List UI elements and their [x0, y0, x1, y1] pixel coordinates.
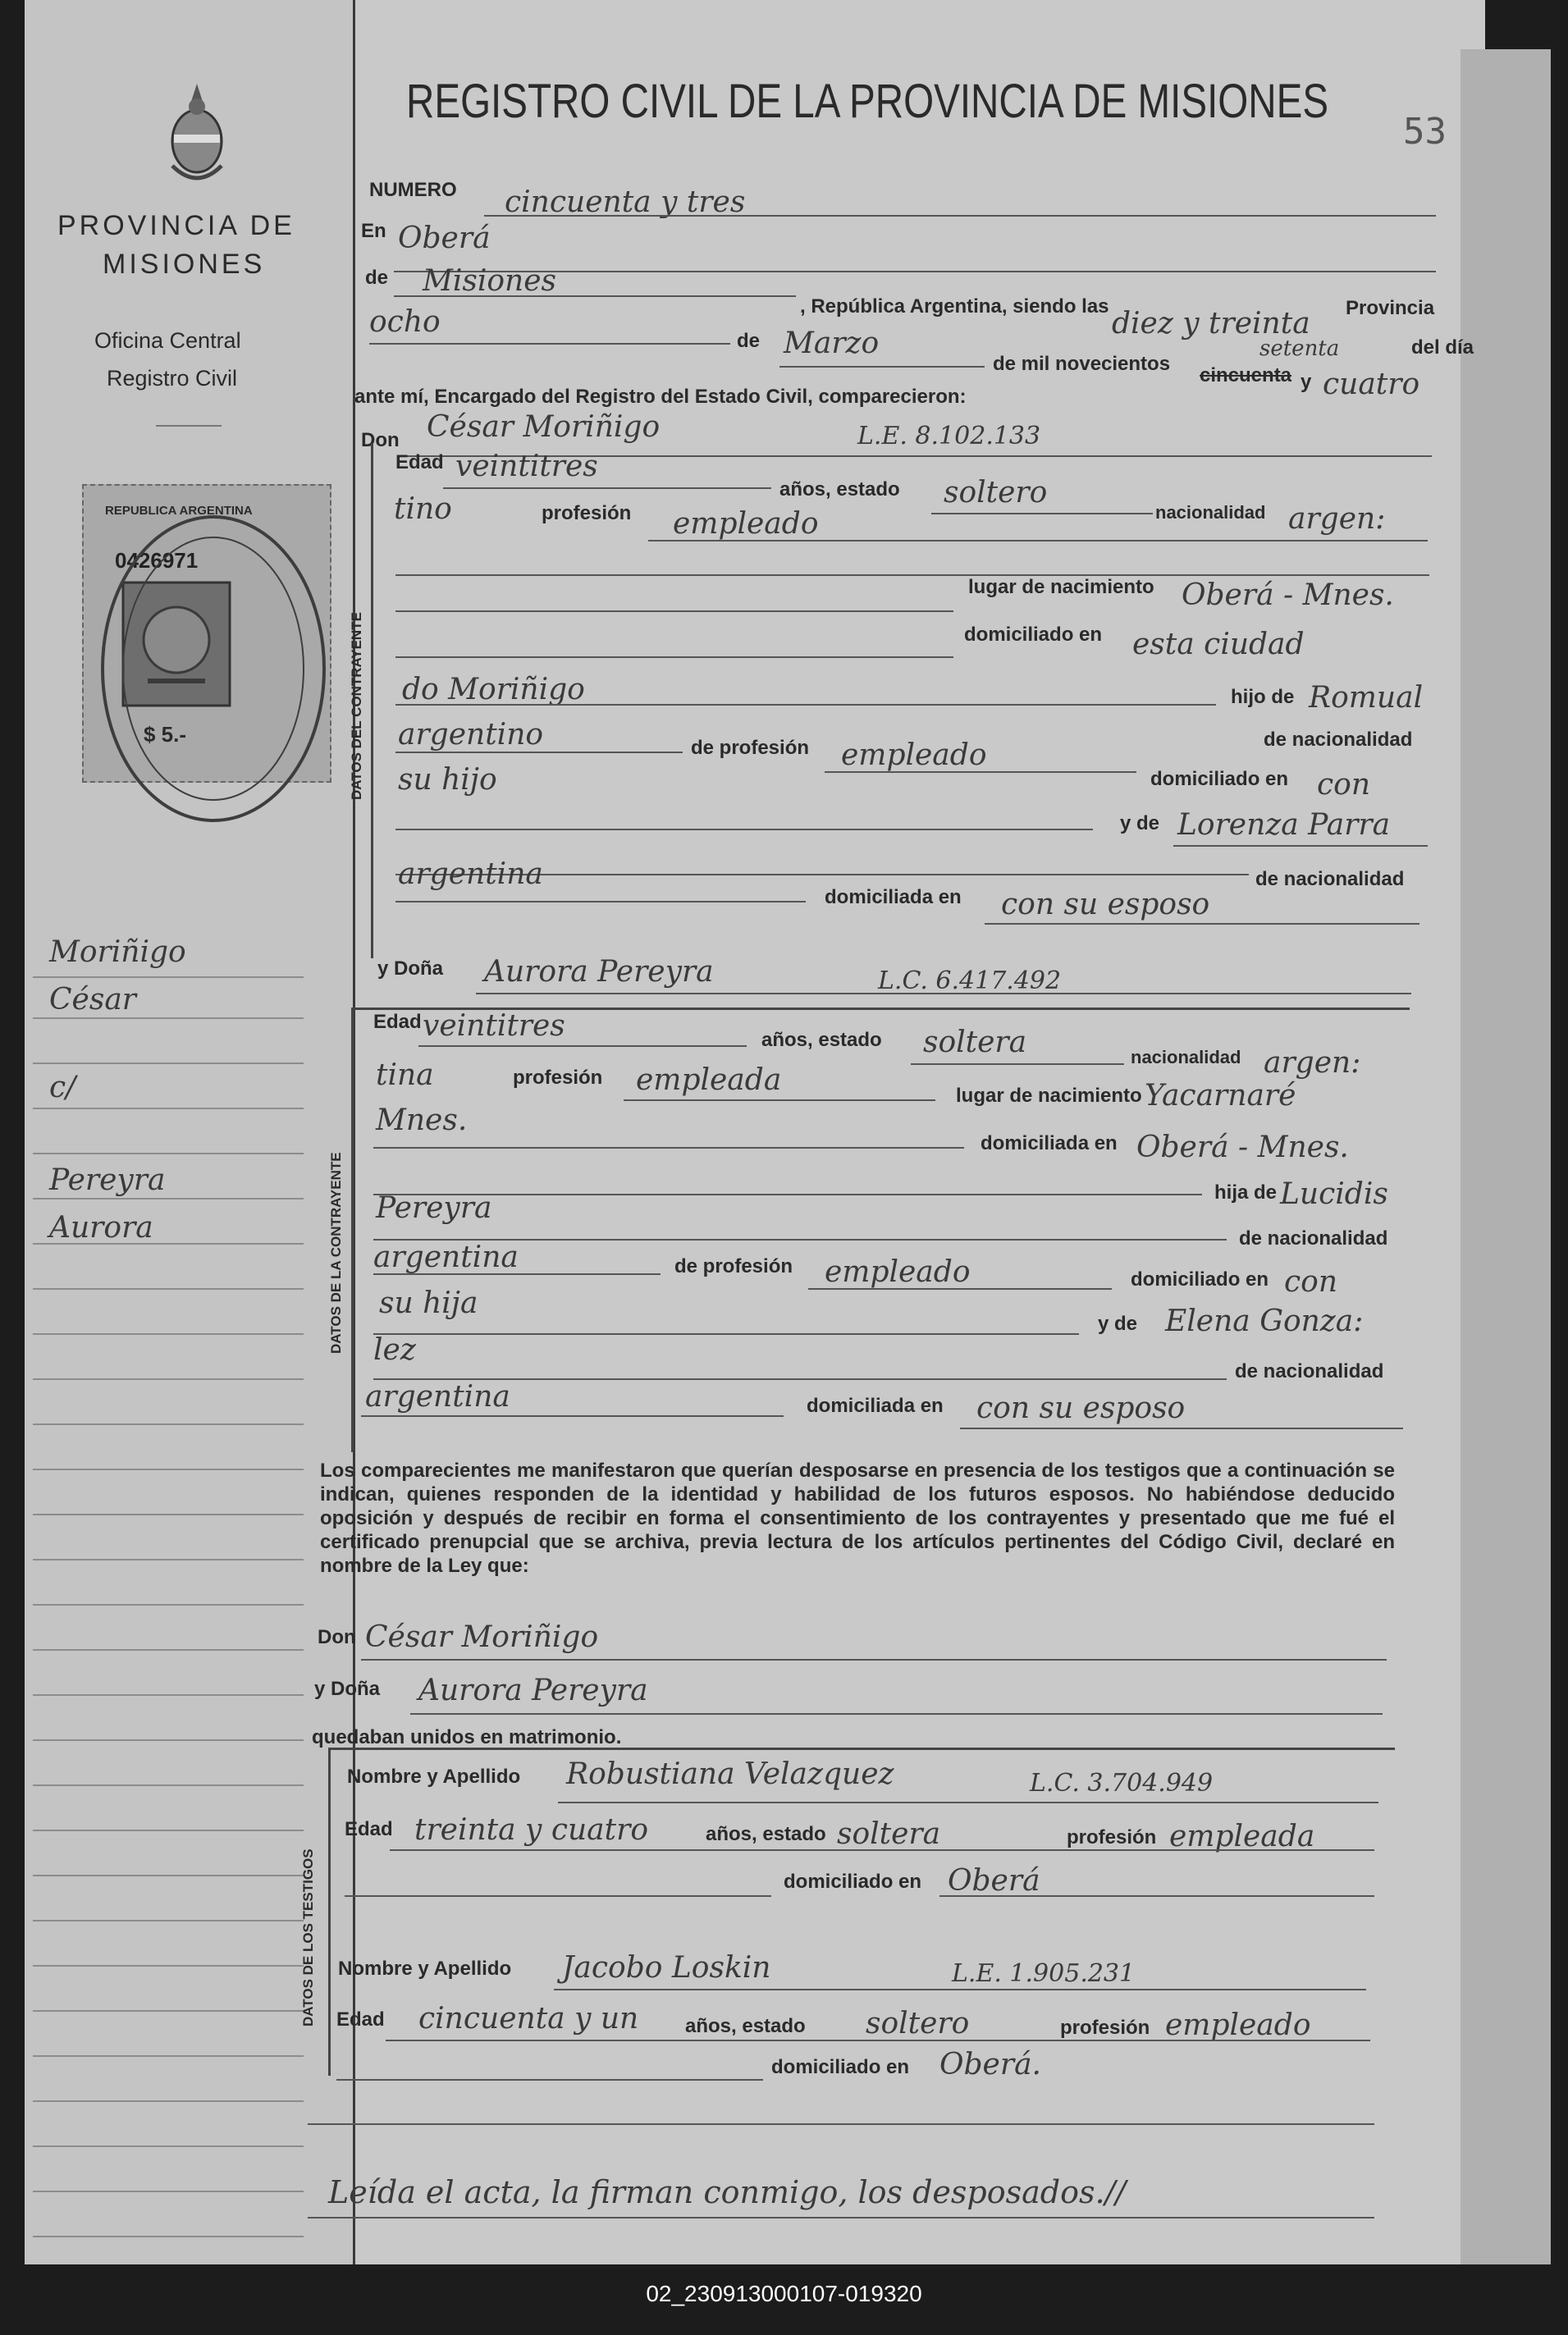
padre-value-f-a: Lucidis	[1280, 1177, 1388, 1211]
domiciliado-label: domiciliado en	[964, 624, 1103, 646]
rule	[395, 656, 953, 658]
edad-label: Edad	[395, 451, 444, 473]
rule	[418, 1045, 747, 1047]
domicilio-value-f: Oberá - Mnes.	[1136, 1131, 1349, 1164]
numero-label: NUMERO	[369, 179, 457, 201]
stamp-country: REPUBLICA ARGENTINA	[105, 504, 253, 518]
nacionalidad-value-b: tino	[394, 492, 452, 526]
rule	[395, 704, 1216, 706]
t1-edad-label: Edad	[345, 1818, 393, 1840]
domicilio-value: esta ciudad	[1132, 628, 1305, 661]
profesion-label: profesión	[542, 502, 632, 524]
margin-note-name: César	[49, 983, 136, 1017]
de-profesion-label: de profesión	[691, 737, 810, 759]
rule	[554, 1989, 1366, 1990]
madre-value: Lorenza Parra	[1177, 808, 1391, 842]
margin-note-surname: Moriñigo	[49, 935, 186, 969]
don-label: Don	[361, 429, 400, 451]
rule	[985, 923, 1419, 925]
rule	[648, 540, 1428, 541]
lugar-value-f-a: Yacarnaré	[1145, 1079, 1296, 1113]
province-label-1: PROVINCIA DE	[57, 210, 295, 241]
rule	[373, 1333, 1079, 1335]
rule	[395, 574, 1429, 576]
t1-domiciliado-label: domiciliado en	[784, 1871, 922, 1893]
closing-note: Leída el acta, la firman conmigo, los desposados.//	[328, 2174, 1127, 2210]
padre-profesion-value: empleado	[841, 738, 987, 772]
bracket-vertical-3	[328, 1748, 331, 2076]
madre-value-f-a: Elena Gonza:	[1165, 1305, 1364, 1338]
de-profesion-label-f: de profesión	[674, 1255, 793, 1277]
decl-dona-label: y Doña	[314, 1678, 381, 1700]
rule	[345, 1895, 771, 1897]
estado-value: soltero	[944, 476, 1048, 509]
padre-domicilio-value-f-b: su hija	[379, 1286, 478, 1320]
padre-domicilio-value-a: con	[1317, 768, 1371, 802]
rule	[779, 366, 985, 368]
rule	[395, 610, 953, 612]
ante-mi-text: ante mí, Encargado del Registro del Estado Civil, comparecieron:	[354, 386, 967, 408]
del-dia-label: del día	[1411, 336, 1474, 359]
rule	[373, 1194, 1202, 1195]
page-title: REGISTRO CIVIL DE LA PROVINCIA DE MISIONES	[406, 75, 1329, 128]
madre-nacionalidad-value-f: argentina	[365, 1380, 510, 1414]
madre-domicilio-value: con su esposo	[1001, 888, 1210, 921]
t2-nombre-value: Jacobo Loskin	[562, 1951, 771, 1985]
rule	[484, 215, 1436, 217]
de-label-2: de	[737, 330, 761, 352]
rule	[395, 901, 806, 902]
rule	[373, 1273, 661, 1275]
profesion-value: empleado	[673, 507, 819, 541]
lugar-value-f-b: Mnes.	[376, 1104, 468, 1137]
coat-of-arms-icon	[156, 75, 238, 199]
padre-value-a: Romual	[1309, 681, 1424, 715]
de-label: de	[365, 267, 389, 289]
rule	[443, 487, 771, 489]
rule	[369, 343, 730, 345]
decl-don-label: Don	[318, 1626, 356, 1648]
t2-edad-label: Edad	[336, 2008, 385, 2031]
edad-label-f: Edad	[373, 1011, 422, 1033]
rule	[1173, 845, 1428, 847]
nacionalidad-label: nacionalidad	[1155, 502, 1266, 523]
t2-edad-value: cincuenta y un	[418, 2002, 639, 2036]
rule	[939, 1895, 1374, 1897]
lugar-value: Oberá - Mnes.	[1182, 578, 1394, 612]
edad-value-f: veintitres	[423, 1009, 565, 1043]
contrayente-f-name: Aurora Pereyra	[484, 955, 714, 989]
y-label: y	[1301, 371, 1312, 393]
mes-value: Marzo	[784, 327, 880, 360]
cincuenta-struck: cincuenta	[1200, 364, 1292, 386]
decl-closing: quedaban unidos en matrimonio.	[312, 1726, 622, 1748]
rule	[825, 771, 1136, 773]
decl-don-name: César Moriñigo	[365, 1620, 599, 1654]
side-label-testigos: DATOS DE LOS TESTIGOS	[300, 1848, 316, 2027]
office-label-1: Oficina Central	[94, 328, 241, 353]
edad-value: veintitres	[455, 450, 598, 483]
t1-anos-label: años, estado	[706, 1823, 826, 1845]
rule	[808, 1288, 1112, 1290]
nacionalidad-value-f-b: tina	[376, 1058, 434, 1092]
contrayente-f-doc: L.C. 6.417.492	[878, 966, 1062, 995]
hija-label: hija de	[1214, 1181, 1278, 1204]
nacionalidad-label-f: nacionalidad	[1131, 1047, 1241, 1067]
madre-nacionalidad-value: argentina	[398, 857, 543, 891]
rule	[931, 513, 1153, 514]
side-label-contrayente: DATOS DEL CONTRAYENTE	[349, 612, 364, 800]
office-label-2: Registro Civil	[107, 366, 238, 391]
office-divider	[156, 425, 222, 427]
numero-value: cincuenta y tres	[505, 185, 746, 219]
contrayente-name: César Moriñigo	[427, 410, 661, 444]
rule	[395, 829, 1093, 830]
padre-domicilio-label: domiciliado en	[1150, 768, 1289, 790]
contrayente-doc: L.E. 8.102.133	[857, 422, 1041, 450]
side-label-contrayente-f: DATOS DE LA CONTRAYENTE	[328, 1152, 344, 1354]
rule	[395, 752, 683, 753]
margin-note-c: c/	[49, 1071, 76, 1104]
padre-domicilio-label-f: domiciliado en	[1131, 1268, 1269, 1291]
dia-value: ocho	[369, 305, 441, 339]
republica-text: , República Argentina, siendo las	[800, 295, 1109, 318]
y-de-label: y de	[1120, 812, 1160, 834]
t1-domicilio-value: Oberá	[948, 1864, 1040, 1898]
t2-estado-value: soltero	[866, 2007, 970, 2040]
margin-note-name2: Aurora	[49, 1211, 153, 1245]
t1-doc-value: L.C. 3.704.949	[1030, 1769, 1214, 1798]
hijo-label: hijo de	[1231, 686, 1295, 708]
anos-label-f: años, estado	[761, 1029, 882, 1051]
t2-domiciliado-label: domiciliado en	[771, 2056, 910, 2078]
decl-dona-name: Aurora Pereyra	[418, 1674, 648, 1707]
rule	[373, 1147, 964, 1149]
lugar-label: lugar de nacimiento	[968, 576, 1154, 598]
madre-domiciliada-label-f: domiciliada en	[807, 1395, 944, 1417]
rule	[960, 1428, 1403, 1429]
provincia-label: Provincia	[1346, 297, 1435, 319]
domiciliada-label: domiciliada en	[825, 886, 962, 908]
page-number: 53	[1403, 111, 1447, 153]
bracket-vertical	[371, 443, 373, 958]
rule	[361, 1659, 1387, 1661]
stamp-value: $ 5.-	[144, 722, 187, 747]
rule	[410, 1713, 1383, 1715]
rule	[394, 295, 796, 297]
rule	[624, 1099, 935, 1101]
circular-seal-icon	[90, 505, 336, 833]
de-value: Misiones	[423, 264, 557, 298]
t1-estado-value: soltera	[837, 1817, 941, 1851]
anos-label: años, estado	[779, 478, 900, 500]
rule	[558, 1802, 1378, 1803]
de-nacionalidad-label: de nacionalidad	[1264, 729, 1413, 751]
en-value: Oberá	[398, 222, 491, 255]
bracket-top-3	[328, 1748, 1395, 1750]
rule	[390, 1849, 1374, 1851]
rule	[308, 2217, 1374, 2218]
margin-note-surname2: Pereyra	[49, 1163, 166, 1197]
t2-domicilio-value: Oberá.	[939, 2048, 1041, 2081]
anio-text: de mil novecientos	[993, 353, 1171, 375]
page-edge	[1461, 49, 1551, 2264]
domiciliada-label-f: domiciliada en	[981, 1132, 1118, 1154]
t1-profesion-value: empleada	[1169, 1820, 1315, 1853]
cuatro-value: cuatro	[1323, 368, 1420, 401]
madre-nacionalidad-label: de nacionalidad	[1255, 868, 1405, 890]
rule	[308, 2123, 1374, 2125]
profesion-label-f: profesión	[513, 1067, 603, 1089]
madre-domicilio-value-f: con su esposo	[976, 1391, 1186, 1425]
padre-value-b: do Moriñigo	[402, 673, 585, 706]
padre-profesion-value-f: empleado	[825, 1255, 971, 1289]
stamp-serial: 0426971	[115, 548, 199, 573]
t2-doc-value: L.E. 1.905.231	[952, 1959, 1136, 1988]
dona-label: y Doña	[377, 957, 444, 980]
t1-edad-value: treinta y cuatro	[414, 1813, 648, 1847]
nacionalidad-value-f-a: argen:	[1264, 1046, 1361, 1080]
nacionalidad-value-a: argen:	[1288, 502, 1386, 536]
en-label: En	[361, 220, 386, 242]
padre-nacionalidad-value-f: argentina	[373, 1241, 519, 1274]
y-de-label-f: y de	[1098, 1313, 1138, 1335]
t1-nombre-value: Robustiana Velazquez	[566, 1757, 894, 1791]
t2-profesion-value: empleado	[1165, 2008, 1311, 2042]
rule	[476, 993, 1411, 994]
padre-domicilio-value-b: su hijo	[398, 763, 497, 797]
province-label-2: MISIONES	[103, 249, 266, 280]
hora-value: diez y treinta	[1112, 307, 1310, 340]
declaration-paragraph: Los comparecientes me manifestaron que querían desposarse en presencia de los testigos que a continuación se indican, quienes responden de la identidad y habilidad de los futuros esposos. No habiéndose deducido oposición y después de recibir en forma el consentimiento de los contrayentes y presentado que me fué el certificado prenupcial que se archiva, previa lectura de los artículos pertinentes del Código Civil, declaré en nombre de la Ley que:	[320, 1460, 1395, 1577]
de-nacionalidad-label-f: de nacionalidad	[1239, 1227, 1388, 1250]
estado-value-f: soltera	[923, 1026, 1027, 1059]
rule	[336, 2079, 763, 2081]
bracket-vertical-2	[351, 1008, 354, 1452]
t2-nombre-label: Nombre y Apellido	[338, 1958, 512, 1980]
madre-value-f-b: lez	[373, 1333, 416, 1367]
madre-nacionalidad-label-f: de nacionalidad	[1235, 1360, 1384, 1382]
t2-profesion-label: profesión	[1060, 2017, 1150, 2039]
padre-value-f-b: Pereyra	[376, 1191, 492, 1225]
image-id-caption: 02_230913000107-019320	[646, 2281, 922, 2306]
t2-anos-label: años, estado	[685, 2015, 806, 2037]
rule	[911, 1063, 1124, 1065]
rule	[361, 1415, 784, 1417]
profesion-value-f: empleada	[636, 1063, 782, 1097]
padre-domicilio-value-f-a: con	[1284, 1265, 1338, 1299]
setenta-value: setenta	[1259, 336, 1340, 361]
rule	[386, 2040, 1370, 2041]
t1-nombre-label: Nombre y Apellido	[347, 1766, 521, 1788]
t1-profesion-label: profesión	[1067, 1826, 1157, 1848]
padre-nacionalidad-value: argentino	[398, 718, 544, 752]
lugar-label-f: lugar de nacimiento	[956, 1085, 1142, 1107]
